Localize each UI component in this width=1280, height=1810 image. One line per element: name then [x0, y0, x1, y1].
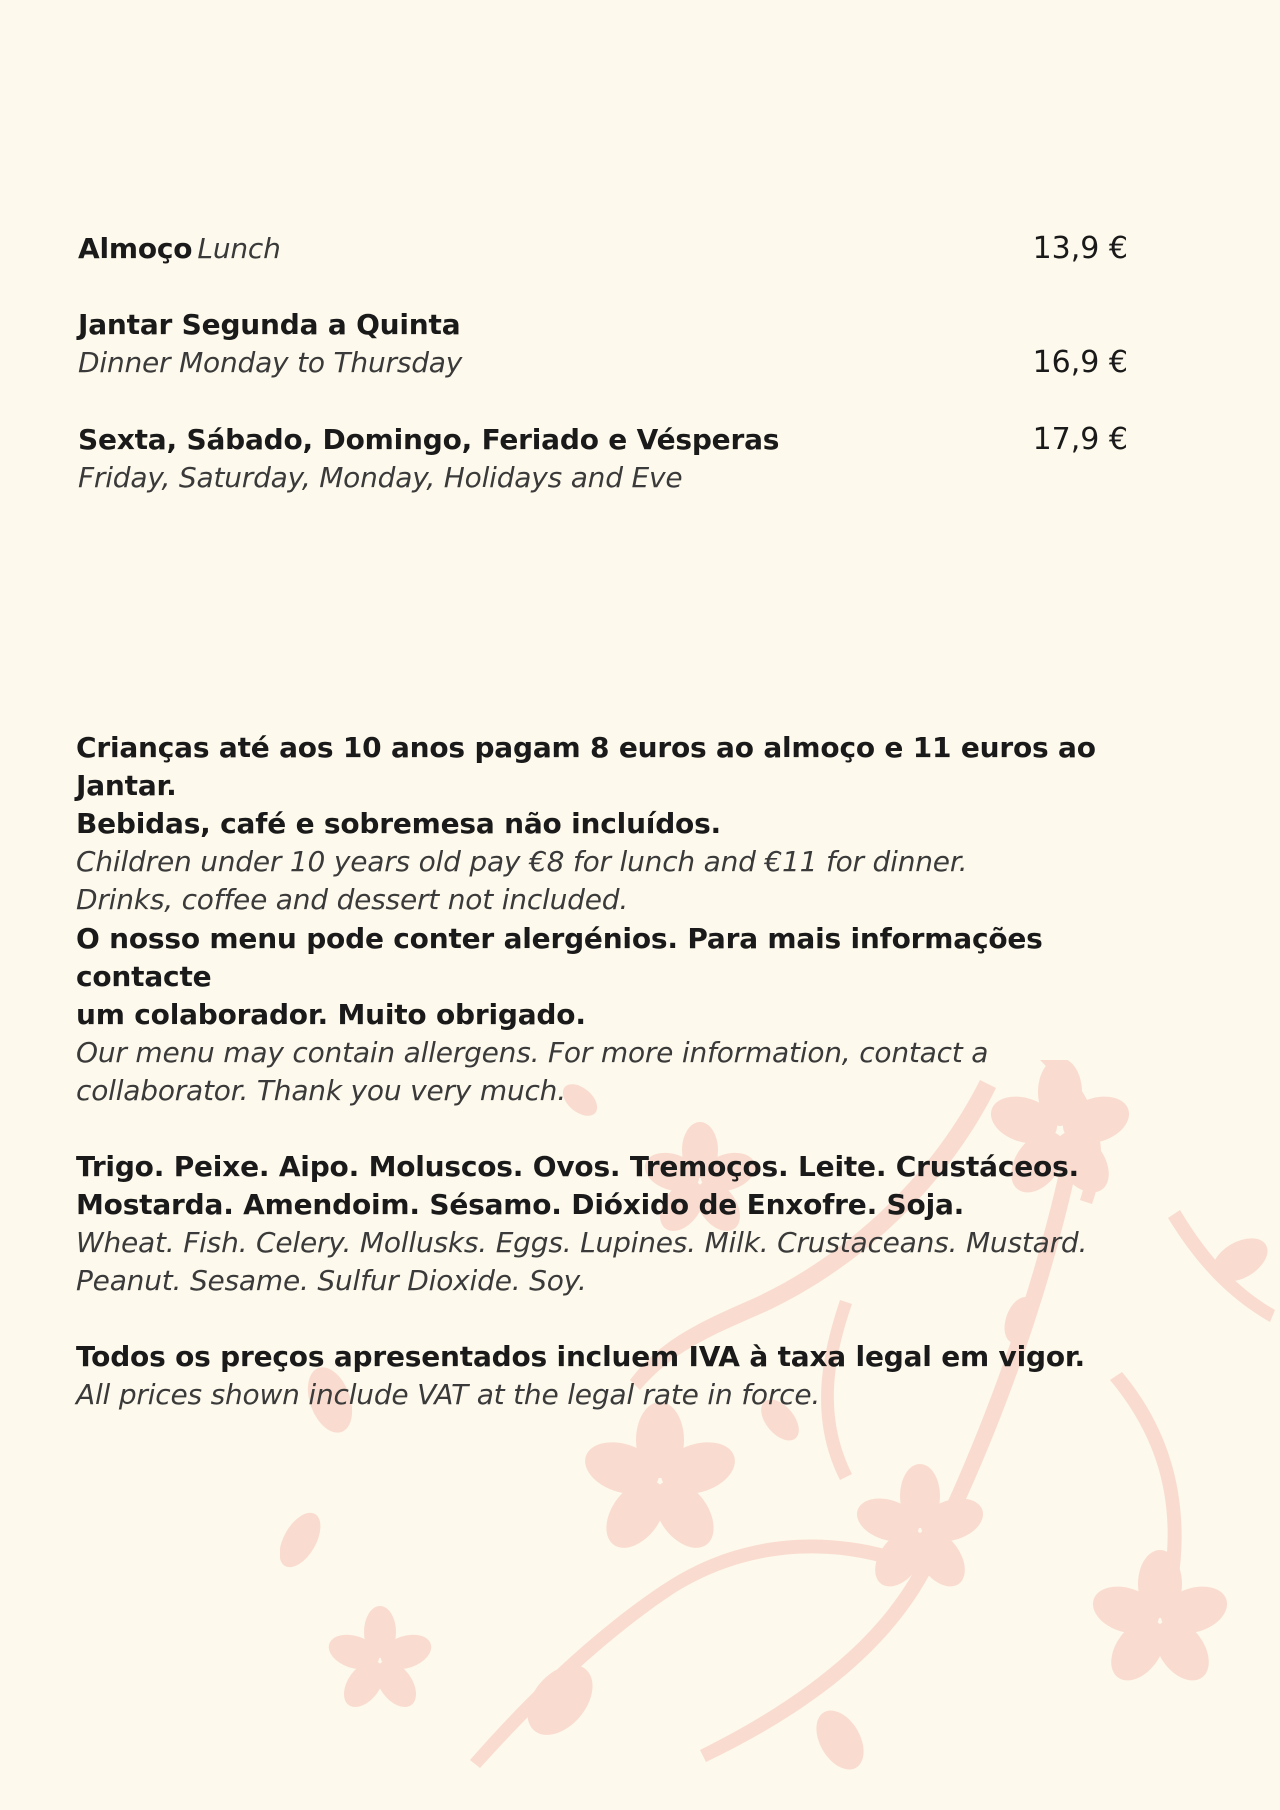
note-en-line: Our menu may contain allergens. For more information, contact a	[76, 1036, 989, 1069]
price-label-pt: Sexta, Sábado, Domingo, Feriado e Vésperas	[78, 423, 780, 456]
price-label-en: Lunch	[197, 232, 281, 265]
note-en-line: All prices shown include VAT at the legal rate in force.	[76, 1378, 821, 1411]
price-label-en: Friday, Saturday, Monday, Holidays and Eve	[78, 461, 683, 494]
note-pt-line: Trigo. Peixe. Aipo. Moluscos. Ovos. Tremoços. Leite. Crustáceos.	[76, 1150, 1079, 1183]
note-pt-line: O nosso menu pode conter alergénios. Para mais informações contacte	[76, 922, 1043, 993]
price-row-lunch	[78, 230, 1128, 268]
note-pt-line: Todos os preços apresentados incluem IVA à taxa legal em vigor.	[76, 1340, 1085, 1373]
note-pt-line: Crianças até aos 10 anos pagam 8 euros ao almoço e 11 euros ao Jantar.	[76, 731, 1096, 802]
note-en-line: Wheat. Fish. Celery. Mollusks. Eggs. Lupines. Milk. Crustaceans. Mustard.	[76, 1226, 1088, 1259]
price-label-en: Dinner Monday to Thursday	[78, 346, 463, 379]
note-allergens-info	[76, 920, 1176, 1110]
price-value: 13,9 €	[1032, 231, 1128, 266]
note-children	[76, 729, 1176, 919]
price-label-pt: Almoço	[78, 232, 193, 265]
price-row-dinner-weekday	[78, 306, 1128, 382]
note-pt-line: um colaborador. Muito obrigado.	[76, 998, 586, 1031]
price-label-pt: Jantar Segunda a Quinta	[78, 308, 461, 341]
note-allergens-list	[76, 1148, 1176, 1300]
price-row-weekend	[78, 421, 1128, 497]
note-pt-line: Mostarda. Amendoim. Sésamo. Dióxido de Enxofre. Soja.	[76, 1188, 965, 1221]
note-vat	[76, 1338, 1176, 1414]
note-en-line: Drinks, coffee and dessert not included.	[76, 883, 629, 916]
note-en-line: Children under 10 years old pay €8 for lunch and €11 for dinner.	[76, 845, 968, 878]
note-en-line: Peanut. Sesame. Sulfur Dioxide. Soy.	[76, 1264, 587, 1297]
price-value: 16,9 €	[1032, 345, 1128, 380]
note-pt-line: Bebidas, café e sobremesa não incluídos.	[76, 807, 721, 840]
price-value: 17,9 €	[1032, 422, 1128, 457]
note-en-line: collaborator. Thank you very much.	[76, 1074, 566, 1107]
